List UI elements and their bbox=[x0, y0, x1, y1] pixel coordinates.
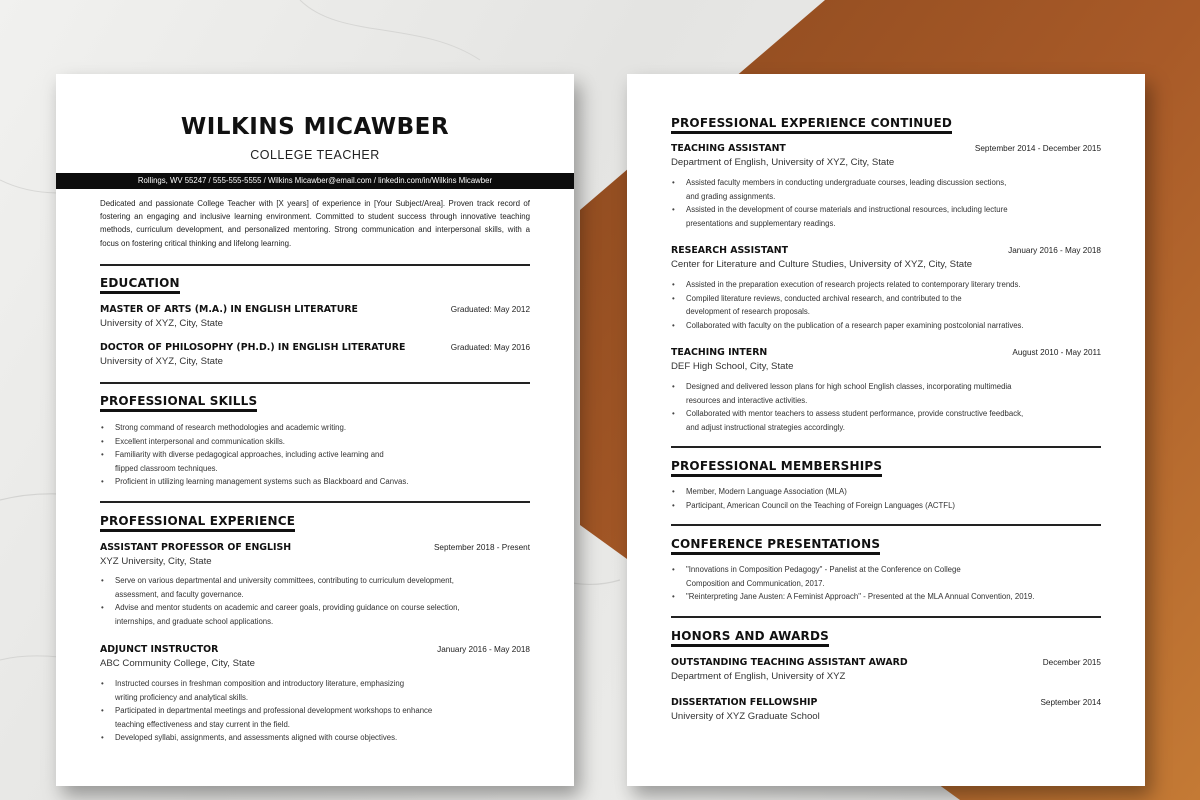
job-employer: DEF High School, City, State bbox=[671, 361, 794, 372]
job-date: September 2014 - December 2015 bbox=[974, 144, 1101, 153]
job-date: January 2016 - May 2018 bbox=[437, 645, 530, 654]
job-employer: Department of English, University of XYZ, City, State bbox=[671, 157, 895, 168]
job-title-entry: ADJUNCT INSTRUCTOR bbox=[100, 644, 219, 655]
conferences-heading: CONFERENCE PRESENTATIONS bbox=[671, 537, 880, 555]
list-item: • Instructed courses in freshman composition and introductory literature, emphasizing bbox=[100, 677, 530, 691]
job-title-entry: TEACHING INTERN bbox=[671, 347, 768, 358]
award-title: OUTSTANDING TEACHING ASSISTANT AWARD bbox=[671, 657, 908, 668]
list-item-continuation: flipped classroom techniques. bbox=[115, 463, 218, 473]
list-item: • Compiled literature reviews, conducted archival research, and contributed to the bbox=[671, 292, 1101, 306]
list-item: • Participated in departmental meetings and professional development workshops to enhance bbox=[100, 704, 530, 718]
award-title: DISSERTATION FELLOWSHIP bbox=[671, 697, 818, 708]
award-issuer: University of XYZ Graduate School bbox=[671, 711, 820, 722]
education-item-school: University of XYZ, City, State bbox=[100, 356, 223, 367]
job-employer: Center for Literature and Culture Studies, University of XYZ, City, State bbox=[671, 259, 973, 270]
job-title-entry: TEACHING ASSISTANT bbox=[671, 143, 786, 154]
list-item-continuation: and adjust instructional strategies accordingly. bbox=[686, 422, 845, 432]
resume-page-1 bbox=[56, 74, 574, 786]
skills-heading: PROFESSIONAL SKILLS bbox=[100, 394, 257, 412]
list-item-continuation: and grading assignments. bbox=[686, 191, 776, 201]
section-divider bbox=[100, 501, 530, 503]
education-heading: EDUCATION bbox=[100, 276, 180, 294]
list-item: • Advise and mentor students on academic and career goals, providing guidance on course selection, bbox=[100, 601, 530, 615]
award-issuer: Department of English, University of XYZ bbox=[671, 671, 846, 682]
list-item: • Assisted faculty members in conducting undergraduate courses, leading discussion sections, bbox=[671, 176, 1101, 190]
resume-page-2 bbox=[627, 74, 1145, 786]
list-item: • Assisted in the preparation execution of research projects related to contemporary literary trends. bbox=[671, 278, 1101, 292]
list-item: • "Innovations in Composition Pedagogy" - Panelist at the Conference on College bbox=[671, 563, 1101, 577]
section-divider bbox=[671, 616, 1101, 618]
list-item-continuation: resources and interactive activities. bbox=[686, 395, 808, 405]
list-item: • Excellent interpersonal and communication skills. bbox=[100, 435, 530, 449]
list-item: • Collaborated with faculty on the publication of a research paper examining postcolonial narratives. bbox=[671, 319, 1101, 333]
job-date: September 2018 - Present bbox=[433, 543, 530, 552]
summary-paragraph: Dedicated and passionate College Teacher with [X years] of experience in [Your Subject/Area]. Proven track record of fostering an engaging and inclusive learning environment. Committed to student success through innovative teaching methods, curriculum development, and personalized mentoring. Strong communication and interpersonal skills, with a focus on fostering critical thinking and lifelong learning. bbox=[100, 199, 530, 248]
list-item: • Proficient in utilizing learning management systems such as Blackboard and Canvas. bbox=[100, 475, 530, 489]
job-bullets bbox=[671, 380, 1101, 434]
list-item-continuation: Composition and Communication, 2017. bbox=[686, 578, 825, 588]
award-date: December 2015 bbox=[1042, 658, 1101, 667]
list-item-continuation: assessment, and faculty governance. bbox=[115, 589, 244, 599]
list-item: • Collaborated with mentor teachers to assess student performance, provide constructive feedback, bbox=[671, 407, 1101, 421]
candidate-name: WILKINS MICAWBER bbox=[180, 114, 450, 140]
job-employer: XYZ University, City, State bbox=[100, 556, 212, 567]
job-bullets bbox=[100, 677, 530, 745]
conferences-list bbox=[671, 563, 1101, 604]
education-item-date: Graduated: May 2016 bbox=[450, 343, 530, 352]
list-item: • Member, Modern Language Association (MLA) bbox=[671, 485, 1101, 499]
list-item-continuation: internships, and graduate school applications. bbox=[115, 616, 274, 626]
job-employer: ABC Community College, City, State bbox=[100, 658, 255, 669]
job-bullets bbox=[671, 176, 1101, 230]
education-item-title: DOCTOR OF PHILOSOPHY (PH.D.) IN ENGLISH LITERATURE bbox=[100, 342, 406, 353]
education-item-school: University of XYZ, City, State bbox=[100, 318, 223, 329]
list-item: • Assisted in the development of course materials and instructional resources, including lecture bbox=[671, 203, 1101, 217]
memberships-heading: PROFESSIONAL MEMBERSHIPS bbox=[671, 459, 882, 477]
section-divider bbox=[100, 264, 530, 266]
section-divider bbox=[671, 524, 1101, 526]
job-date: January 2016 - May 2018 bbox=[1008, 246, 1101, 255]
job-title-entry: ASSISTANT PROFESSOR OF ENGLISH bbox=[100, 542, 292, 553]
list-item: • Developed syllabi, assignments, and assessments aligned with course objectives. bbox=[100, 731, 530, 745]
list-item: • Familiarity with diverse pedagogical approaches, including active learning and bbox=[100, 448, 530, 462]
list-item-continuation: writing proficiency and analytical skills. bbox=[115, 692, 249, 702]
list-item: • "Reinterpreting Jane Austen: A Feminist Approach" - Presented at the MLA Annual Convention, 2019. bbox=[671, 590, 1101, 604]
list-item: • Designed and delivered lesson plans for high school English classes, incorporating multimedia bbox=[671, 380, 1101, 394]
list-item: • Participant, American Council on the Teaching of Foreign Languages (ACTFL) bbox=[671, 499, 1101, 513]
education-item-title: MASTER OF ARTS (M.A.) IN ENGLISH LITERATURE bbox=[100, 304, 358, 315]
education-item-date: Graduated: May 2012 bbox=[450, 305, 530, 314]
list-item-continuation: teaching effectiveness and stay current in the field. bbox=[115, 719, 290, 729]
experience-continued-heading: PROFESSIONAL EXPERIENCE CONTINUED bbox=[671, 116, 952, 134]
list-item-continuation: presentations and supplementary readings. bbox=[686, 218, 836, 228]
memberships-list bbox=[671, 485, 1101, 512]
skills-list bbox=[100, 421, 530, 489]
job-bullets bbox=[100, 574, 530, 628]
list-item-continuation: development of research proposals. bbox=[686, 307, 810, 317]
job-title: COLLEGE TEACHER bbox=[250, 148, 380, 162]
award-date: September 2014 bbox=[1040, 698, 1101, 707]
section-divider bbox=[100, 382, 530, 384]
list-item: • Strong command of research methodologies and academic writing. bbox=[100, 421, 530, 435]
job-bullets bbox=[671, 278, 1101, 332]
list-item: • Serve on various departmental and university committees, contributing to curriculum development, bbox=[100, 574, 530, 588]
job-title-entry: RESEARCH ASSISTANT bbox=[671, 245, 788, 256]
honors-heading: HONORS AND AWARDS bbox=[671, 629, 829, 647]
experience-heading: PROFESSIONAL EXPERIENCE bbox=[100, 514, 295, 532]
contact-bar: Rollings, WV 55247 / 555-555-5555 / Wilkins Micawber@email.com / linkedin.com/in/Wilkins Micawber bbox=[56, 173, 574, 189]
job-date: August 2010 - May 2011 bbox=[1012, 348, 1101, 357]
section-divider bbox=[671, 446, 1101, 448]
